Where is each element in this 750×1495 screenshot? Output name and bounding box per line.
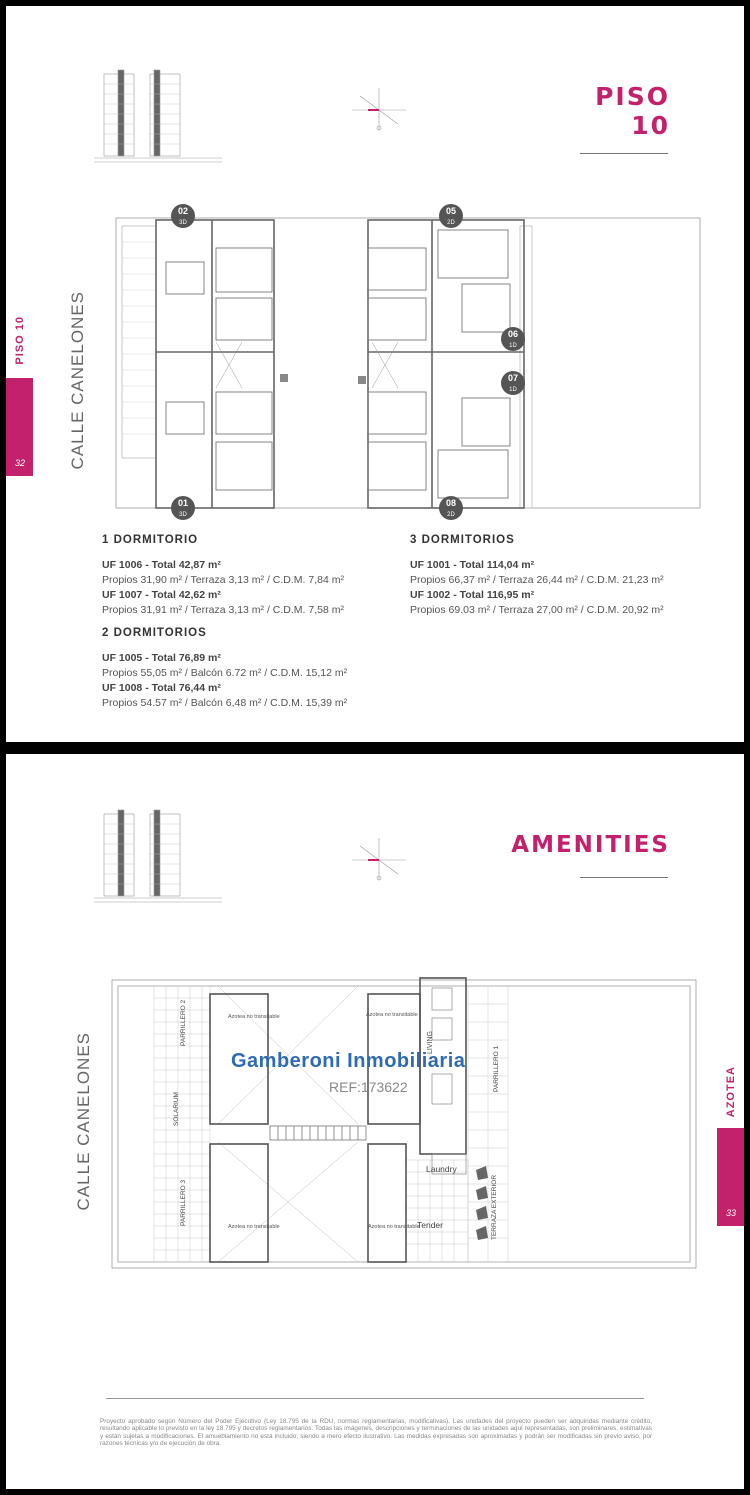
unit-detail: Propios 66,37 m² / Terraza 26,44 m² / C.D.M. 21,23 m² [410,574,664,586]
unit-total: UF 1007 - Total 42,62 m² [102,589,221,601]
footer-divider [106,1398,644,1399]
page-title-line2: 10 [631,111,670,140]
unit-detail: Propios 69.03 m² / Terraza 27,00 m² / C.D.M. 20,92 m² [410,604,664,616]
unit-detail: Propios 54.57 m² / Balcón 6,48 m² / C.D.M. 15,39 m² [102,697,348,709]
label-solarium: SOLARIUM [173,1092,180,1126]
svg-text:06: 06 [507,329,519,339]
watermark-text: Gamberoni Inmobiliaria [231,1050,466,1072]
floor-plan-page [6,6,744,742]
label-azotea: Azotea no transitable [228,1224,280,1230]
unit-entry [102,651,347,711]
svg-text:01: 01 [177,498,189,508]
svg-text:2D: 2D [447,512,455,518]
unit-detail: Propios 31,90 m² / Terraza 3,13 m² / C.D.M. 7,84 m² [102,574,344,586]
label-laundry: Laundry [426,1164,457,1174]
unit-entry [410,558,664,618]
side-tab-label: AZOTEA [725,1066,737,1118]
side-tab-label: PISO 10 [14,316,26,365]
street-label: CALLE CANELONES [68,291,87,470]
label-living: LIVING [427,1031,434,1054]
unit-total: UF 1006 - Total 42,87 m² [102,559,221,571]
one-bedroom-heading: 1 DORMITORIO [102,534,199,546]
rooftop-plan-labels [6,754,744,1489]
reference-code: REF:173622 [329,1079,408,1095]
three-bedroom-heading: 3 DORMITORIOS [410,534,515,546]
unit-badge-07 [501,371,525,395]
amenities-page [6,754,744,1489]
label-tender: Tender [417,1220,443,1230]
unit-total: UF 1008 - Total 76,44 m² [102,682,221,694]
label-terraza-exterior: TERRAZA EXTERIOR [491,1174,498,1240]
label-parrillero-3: PARRILLERO 3 [180,1179,187,1226]
svg-text:05: 05 [445,206,457,216]
label-azotea: Azotea no transitable [228,1014,280,1020]
unit-total: UF 1005 - Total 76,89 m² [102,652,221,664]
label-parrillero-1: PARRILLERO 1 [493,1045,500,1092]
svg-text:2D: 2D [447,220,455,226]
unit-badge-01 [171,496,195,520]
page-title: AMENITIES [511,832,670,858]
unit-badge-08 [439,496,463,520]
label-azotea: Azotea no transitable [368,1224,420,1230]
unit-total: UF 1002 - Total 116,95 m² [410,589,535,601]
svg-text:3D: 3D [179,220,187,226]
svg-text:1D: 1D [509,387,517,393]
two-bedroom-heading: 2 DORMITORIOS [102,627,207,639]
page-title-line1: PISO [595,82,670,111]
svg-text:02: 02 [177,206,189,216]
page-number: 32 [15,458,26,468]
svg-text:08: 08 [445,498,457,508]
svg-text:1D: 1D [509,343,517,349]
svg-text:07: 07 [507,373,519,383]
street-label: CALLE CANELONES [74,1032,93,1211]
unit-total: UF 1001 - Total 114,04 m² [410,559,535,571]
unit-detail: Propios 55,05 m² / Balcón 6.72 m² / C.D.M. 15,12 m² [102,667,348,679]
unit-entry [102,558,344,618]
unit-badge-02 [171,204,195,228]
label-azotea: Azotea no transitable [366,1012,418,1018]
unit-badge-06 [501,327,525,351]
page-number: 33 [726,1208,737,1218]
label-parrillero-2: PARRILLERO 2 [180,999,187,1046]
legal-disclaimer: Proyecto aprobado según Número del Poder Ejecutivo (Ley 18.795 de la RDU, normas reglamentarias, modificativas). Las unidades del proyecto pueden ser adquiridas mediante crédito, resultando aplicable lo previsto en la ley 18.795 y decretos reglamentarios. Todas las imágenes, descripciones y terminaciones de las unidades aquí representadas, son preliminares, estimativas y están sujetas a modificaciones. El amueblamiento no está incluido, siendo a mero efecto ilustrativo. Las medidas expresadas son aproximadas y podrán ser modificadas sin previo aviso, por razones técnicas y/o de ejecución de obra. [100,1418,652,1448]
unit-detail: Propios 31,91 m² / Terraza 3,13 m² / C.D.M. 7,58 m² [102,604,344,616]
svg-text:3D: 3D [179,512,187,518]
unit-badge-05 [439,204,463,228]
